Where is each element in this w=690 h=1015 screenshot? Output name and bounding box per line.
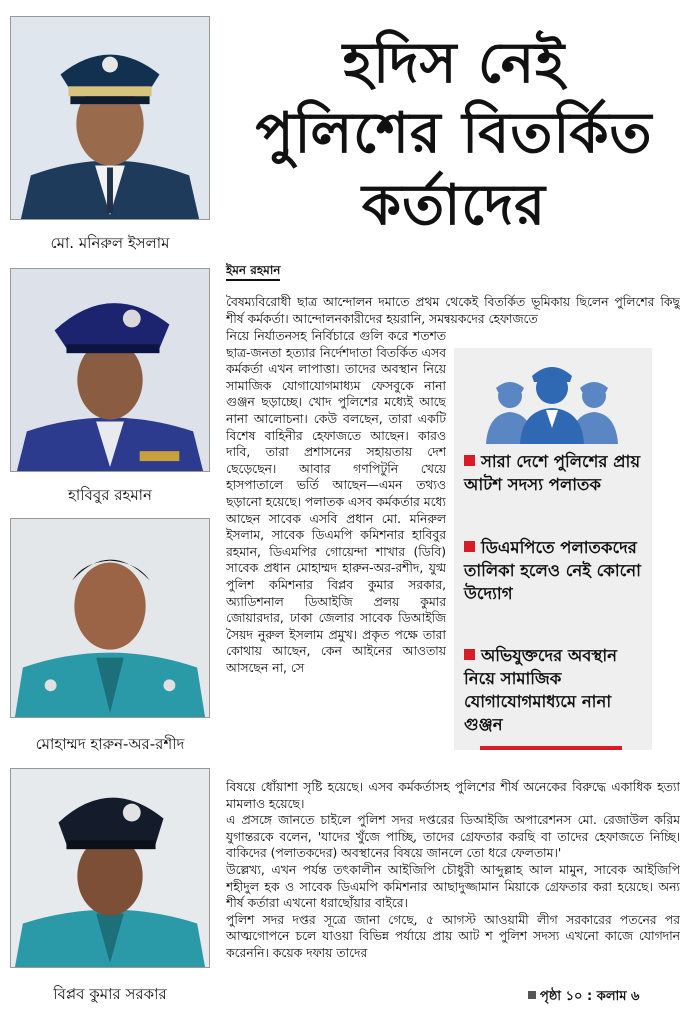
article-column-text: নিয়ে নির্যাতনসহ নির্বিচারে গুলি করে শতশত ছাত্র-জনতা হত্যার নির্দেশদাতা বিতর্কিত এসব কর্মকর্তা এখন লাপাত্তা। তাদের অবস্থান নিয়ে সামাজিক যোগাযোগমাধ্যম ফেসবুকে নানা গুঞ্জন ছড়াচ্ছে। খোদ পুলিশের মধ্যেই আছে নানা আলোচনা। কেউ বলছেন, তারা একটি বিশেষ বাহিনীর হেফাজতে আছেন। কারও দাবি, তারা প্রশাসনের সহায়তায় দেশ ছেড়েছেন। আবার গণপিটুনি খেয়ে হাসপাতালে ভর্তি আছেন—এমন তথ্যও ছড়ানো হয়েছে। পলাতক এসব কর্মকর্তার মধ্যে আছেন সাবেক এসবি প্রধান মো. মনিরুল ইসলাম, সাবেক ডিএমপি কমিশনার হাবিবুর রহমান, ডিএমপির গোয়েন্দা শাখার (ডিবি) সাবেক প্রধান মোহাম্মদ হারুন-অর-রশীদ, যুগ্ম পুলিশ কমিশনার বিপ্লব কুমার সরকার, অ্যাডিশনাল ডিআইজি প্রলয় কুমার জোয়ারদার, ঢাকা জেলার সাবেক ডিআইজি সৈয়দ নুরুল ইসলাম প্রমুখ। প্রকৃত পক্ষে তারা কোথায় আছেন, কেন আইনের আওতায় আসছেন না, সে — [226, 329, 446, 675]
author-byline: ইমন রহমান — [226, 262, 280, 281]
article-continued — [226, 779, 680, 985]
continuation-text: পৃষ্ঠা ১০ : কলাম ৬ — [540, 989, 640, 1004]
headline-line-2: পুলিশের বিতর্কিত — [255, 101, 653, 166]
square-marker-icon — [528, 991, 536, 999]
headline-line-3: কর্তাদের — [361, 173, 547, 238]
police-officer-portrait-icon — [11, 769, 209, 967]
highlight-text: ডিএমপিতে পলাতকদের তালিকা হলেও নেই কোনো উদ্যোগ — [464, 538, 641, 603]
photo-harun-or-rashid — [10, 518, 210, 718]
photo-caption: মোহাম্মদ হারুন-অর-রশীদ — [35, 735, 185, 753]
bullet-square-icon — [464, 649, 475, 660]
highlight-text: সারা দেশে পুলিশের প্রায় আটশ সদস্য পলাতক — [464, 452, 641, 494]
police-officer-portrait-icon — [11, 519, 209, 717]
police-officer-portrait-icon — [11, 17, 209, 219]
police-group-icon — [482, 352, 622, 444]
article-column — [226, 328, 446, 779]
article-paragraph: পুলিশ সদর দপ্তর সূত্রে জানা গেছে, ৫ আগস্ট আওয়ামী লীগ সরকারের পতনের পর আত্মগোপনে চলে যাওয়া বিভিন্ন পর্যায়ে প্রায় আট শ পুলিশ সদস্য এখনো কাজে যোগদান করেননি। কয়েক দফায় তাদের — [226, 912, 680, 960]
article-intro-text: বৈষম্যবিরোধী ছাত্র আন্দোলন দমাতে প্রথম থেকেই বিতর্কিত ভূমিকায় ছিলেন পুলিশের কিছু শীর্ষ কর্মকর্তা। আন্দোলনকারীদের হয়রানি, সমন্বয়কদের হেফাজতে — [226, 295, 680, 326]
article-intro — [226, 294, 680, 328]
photo-caption: বিপ্লব কুমার সরকার — [53, 985, 167, 1003]
photo-caption: মো. মনিরুল ইসলাম — [50, 234, 170, 252]
article-continued-text: বিষয়ে ধোঁয়াশা সৃষ্টি হয়েছে। এসব কর্মকর্তাসহ পুলিশের শীর্ষ অনেকের বিরুদ্ধে একাধিক হত্যা মামলাও হয়েছে। — [226, 780, 680, 811]
photo-habibur-rahman — [10, 268, 210, 472]
continuation-reference — [528, 988, 639, 1006]
photo-caption: হাবিবুর রহমান — [67, 486, 152, 504]
highlight-item — [464, 644, 648, 736]
photo-monirul-islam — [10, 16, 210, 220]
article-paragraph: এ প্রসঙ্গে জানতে চাইলে পুলিশ সদর দপ্তরের ডিআইজি অপারেশনস মো. রেজাউল করিম যুগান্তরকে বলেন, 'যাদের খুঁজে পাচ্ছি, তাদের গ্রেফতার করছি বা তাদের হেফাজতে নিচ্ছি। বাকিদের (পলাতকদের) অবস্থানের বিষয়ে জানলে তো ধরে ফেলতাম।' — [226, 813, 680, 861]
highlight-text: অভিযুক্তদের অবস্থান নিয়ে সামাজিক যোগাযোগমাধ্যমে নানা গুঞ্জন — [464, 646, 617, 734]
article-paragraph: উল্লেখ্য, এখন পর্যন্ত তৎকালীন আইজিপি চৌধুরী আব্দুল্লাহ আল মামুন, সাবেক আইজিপি শহীদুল হক ও সাবেক ডিএমপি কমিশনার আছাদুজ্জামান মিয়াকে গ্রেফতার করা হয়েছে। অন্য শীর্ষ কর্তারা এখনো ধরাছোঁয়ার বাইরে। — [226, 862, 680, 911]
highlights-box — [454, 348, 652, 750]
bullet-square-icon — [464, 455, 475, 466]
bullet-square-icon — [464, 541, 475, 552]
highlight-item — [464, 450, 648, 496]
headline-line-1: হদিস নেই — [342, 31, 566, 96]
photo-biplob-kumar-sarkar — [10, 768, 210, 968]
highlight-item — [464, 536, 648, 605]
accent-rule — [480, 746, 622, 750]
police-officer-portrait-icon — [11, 269, 209, 471]
